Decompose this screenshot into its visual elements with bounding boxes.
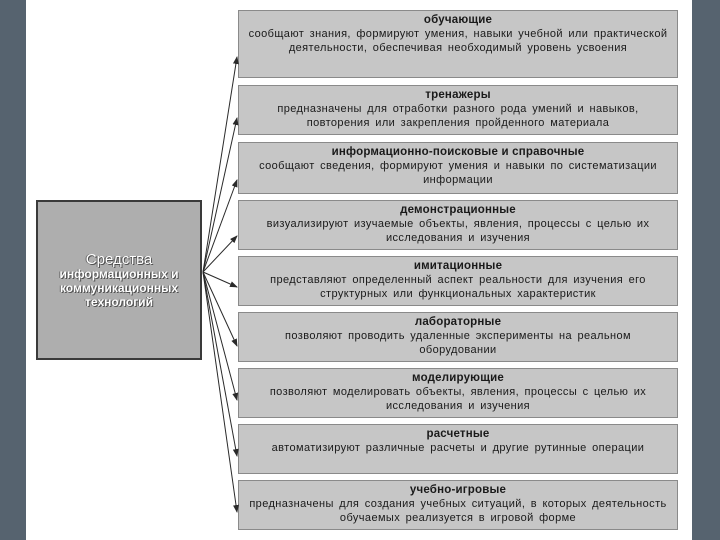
category-title: информационно-поисковые и справочные (331, 146, 585, 158)
source-node (36, 200, 202, 360)
source-line-3: коммуникационных (59, 280, 179, 295)
category-description: сообщают сведения, формируют умения и навыки по систематизации информации (259, 160, 657, 186)
category-box-trainers (238, 85, 678, 135)
category-description: позволяют моделировать объекты, явления, процессы с целью их исследования и изучения (269, 386, 647, 412)
category-box-calculation (238, 424, 678, 474)
source-line-1: Средства (85, 250, 153, 268)
source-line-4: технологий (85, 294, 153, 309)
category-title: учебно-игровые (409, 484, 507, 496)
category-title: обучающие (423, 14, 493, 26)
category-description: предназначены для отработки разного рода умений и навыков, повторения или закрепления пройденного материала (277, 103, 639, 129)
right-frame-bar (692, 0, 720, 540)
category-box-reference (238, 142, 678, 194)
category-title: демонстрационные (400, 204, 516, 216)
source-line-2: информационных и (59, 266, 179, 281)
category-box-game (238, 480, 678, 530)
category-title: имитационные (413, 260, 503, 272)
category-description: представляют определенный аспект реальности для изучения его структурных или функциональных характеристик (270, 274, 646, 300)
category-description: предназначены для создания учебных ситуаций, в которых деятельность обучаемых реализуется в игровой форме (249, 498, 667, 524)
category-title: расчетные (426, 428, 490, 440)
category-description: автоматизируют различные расчеты и другие рутинные операции (271, 442, 645, 454)
category-description: позволяют проводить удаленные эксперименты на реальном оборудовании (285, 330, 631, 356)
category-box-laboratory (238, 312, 678, 362)
category-description: сообщают знания, формируют умения, навыки учебной или практической деятельности, обеспечивая необходимый уровень усвоения (248, 28, 668, 54)
category-box-educational (238, 10, 678, 78)
left-frame-bar (0, 0, 26, 540)
category-title: тренажеры (425, 89, 491, 101)
category-title: лабораторные (414, 316, 502, 328)
category-box-demonstration (238, 200, 678, 250)
category-title: моделирующие (412, 372, 504, 384)
category-box-modeling (238, 368, 678, 418)
category-box-simulation (238, 256, 678, 306)
category-description: визуализируют изучаемые объекты, явления, процессы с целью их исследования и изучения (266, 218, 650, 244)
